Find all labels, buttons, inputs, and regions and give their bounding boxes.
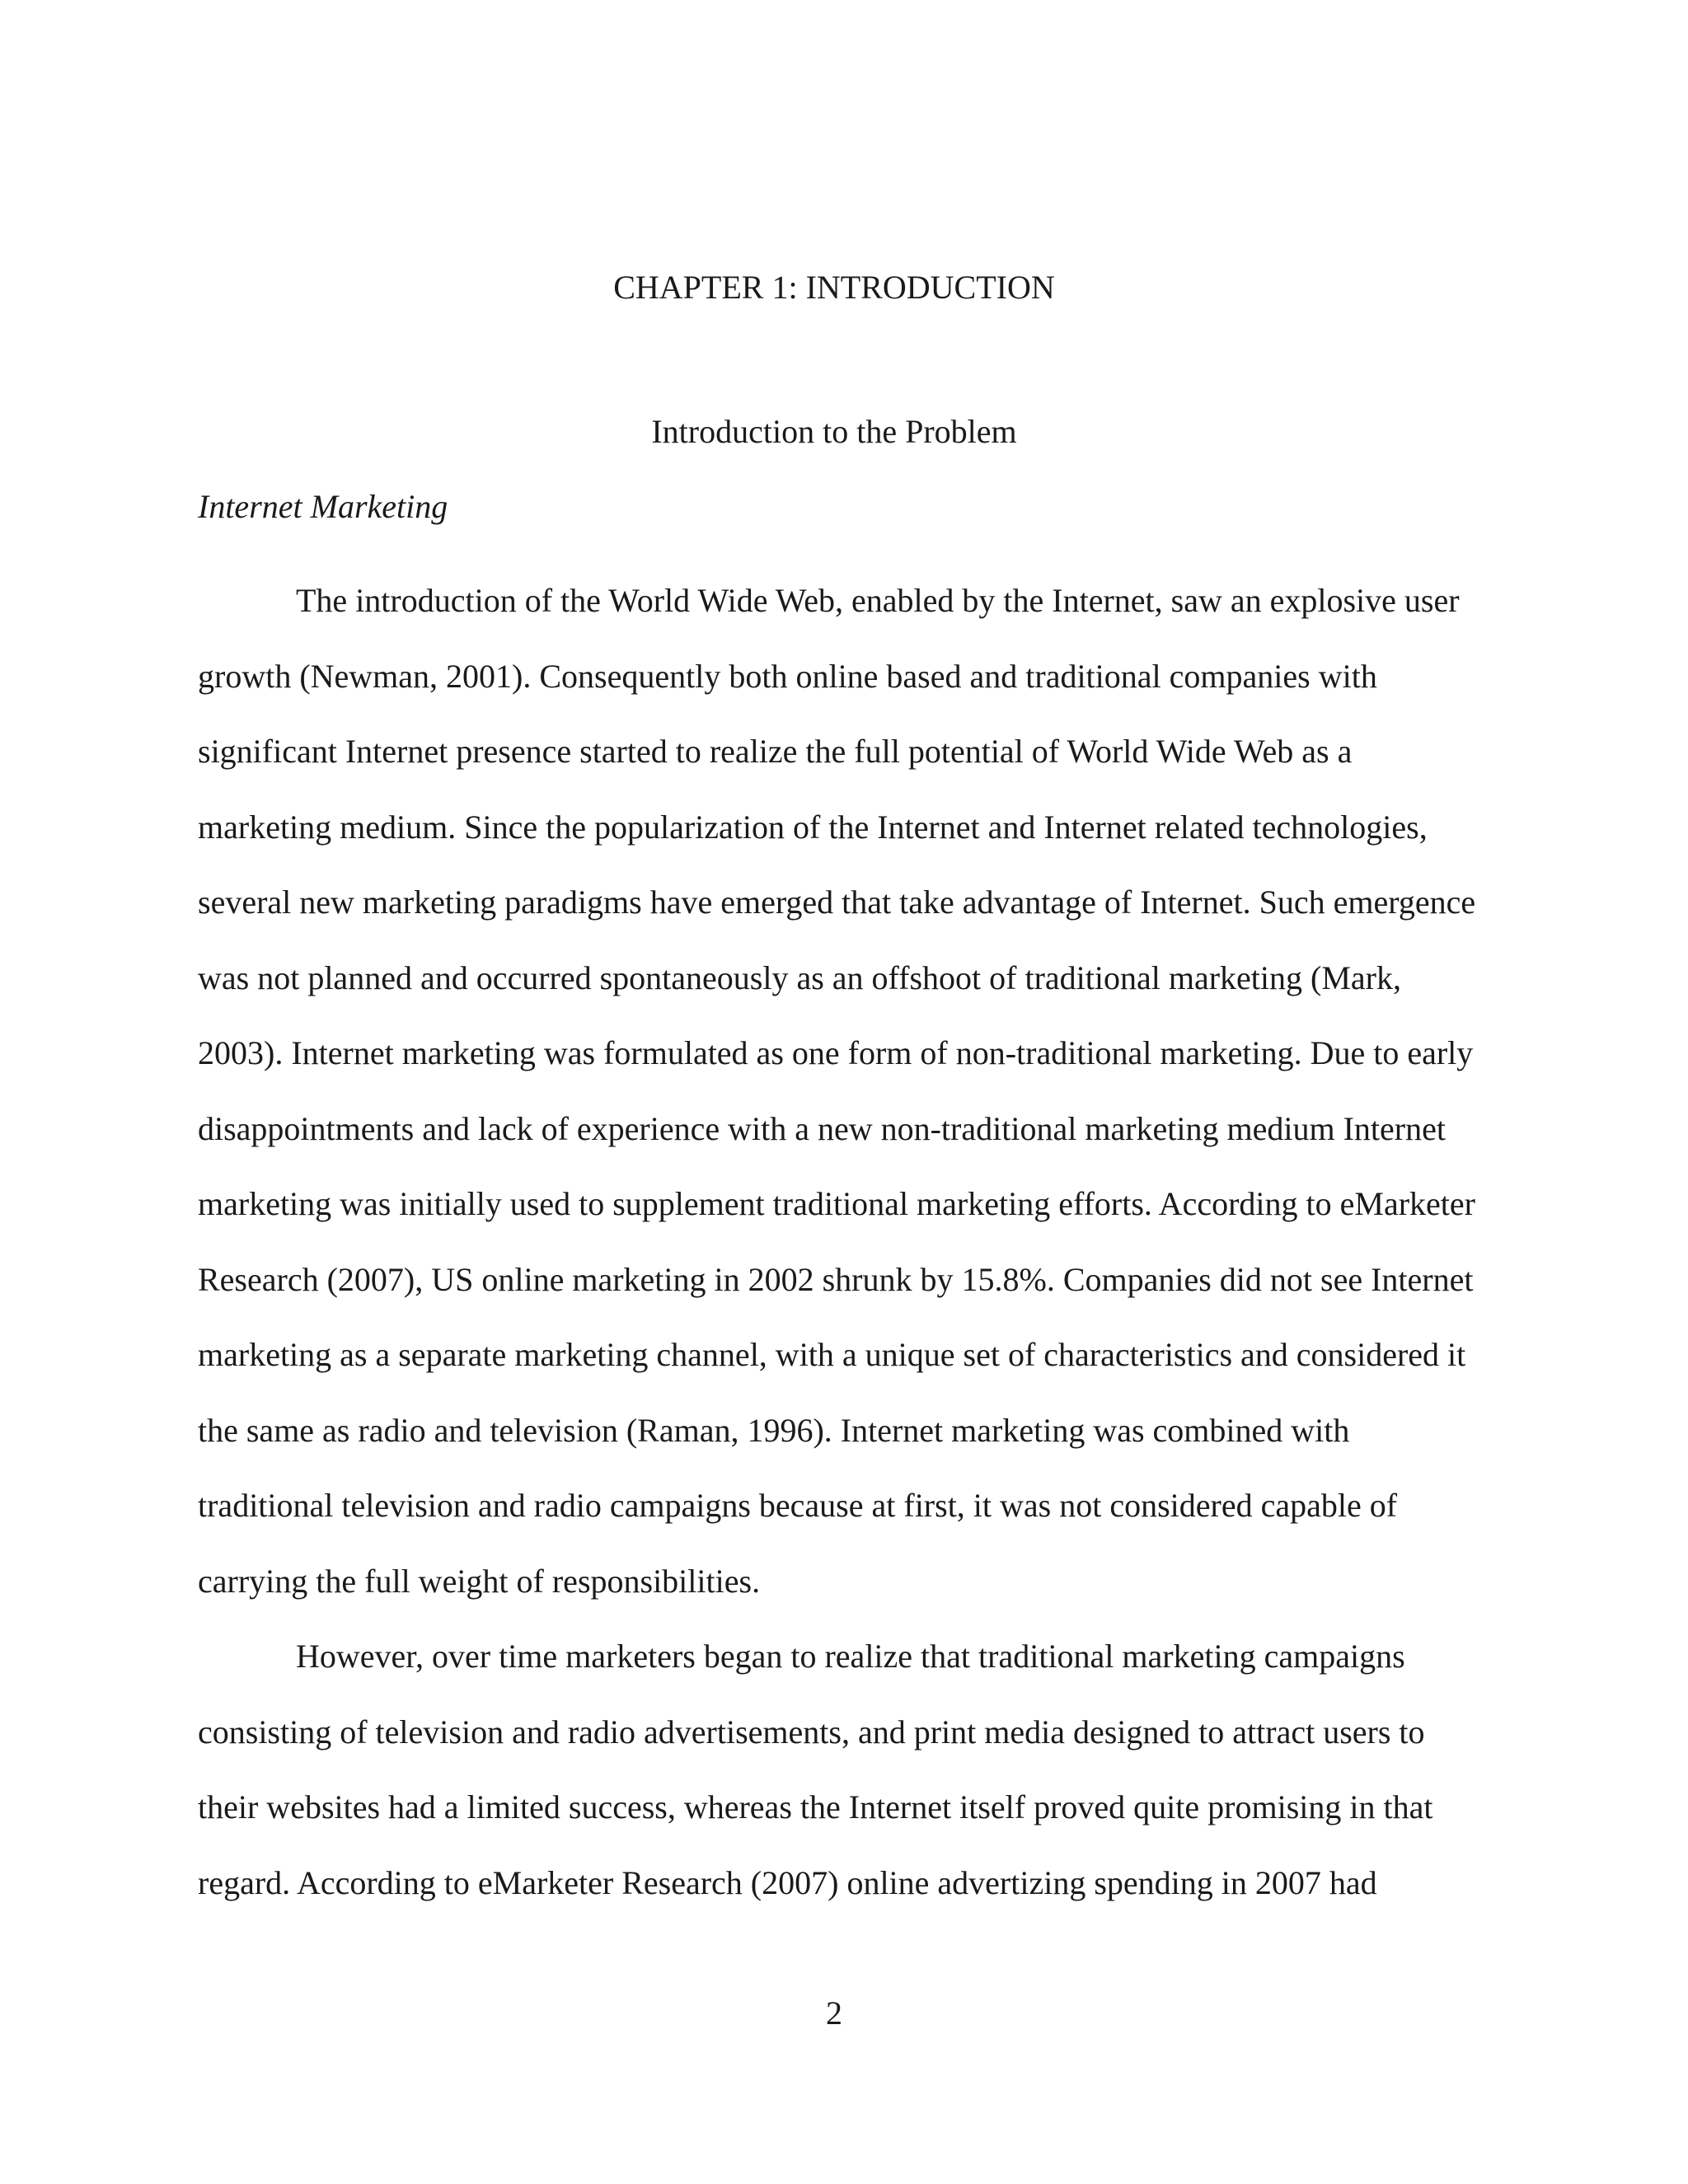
paragraph-line: traditional television and radio campaigns because at first, it was not considered capable of bbox=[198, 1487, 1398, 1524]
paragraph-line: marketing was initially used to supplement traditional marketing efforts. According to eMarketer bbox=[198, 1185, 1475, 1222]
paragraph-line: marketing medium. Since the popularization of the Internet and Internet related technologies, bbox=[198, 808, 1428, 846]
paragraph-line: the same as radio and television (Raman, 1996). Internet marketing was combined with bbox=[198, 1411, 1350, 1449]
paragraph-line: their websites had a limited success, whereas the Internet itself proved quite promising in that bbox=[198, 1788, 1433, 1825]
paragraph-line: was not planned and occurred spontaneously as an offshoot of traditional marketing (Mark, bbox=[198, 958, 1401, 996]
paragraph-line: The introduction of the World Wide Web, enabled by the Internet, saw an explosive user bbox=[296, 582, 1460, 619]
paragraph-line: carrying the full weight of responsibilities. bbox=[198, 1562, 761, 1600]
section-heading: Introduction to the Problem bbox=[651, 413, 1017, 450]
paragraph-line: However, over time marketers began to realize that traditional marketing campaigns bbox=[296, 1638, 1405, 1675]
chapter-title: CHAPTER 1: INTRODUCTION bbox=[613, 269, 1055, 306]
page-number: 2 bbox=[826, 1994, 842, 2032]
subsection-heading: Internet Marketing bbox=[198, 488, 448, 525]
paragraph-line: disappointments and lack of experience with a new non-traditional marketing medium Internet bbox=[198, 1109, 1446, 1147]
paragraph-line: several new marketing paradigms have emerged that take advantage of Internet. Such emergence bbox=[198, 883, 1476, 921]
paragraph-line: growth (Newman, 2001). Consequently both online based and traditional companies with bbox=[198, 657, 1377, 695]
paragraph-line: Research (2007), US online marketing in 2002 shrunk by 15.8%. Companies did not see Internet bbox=[198, 1260, 1474, 1298]
paragraph-line: marketing as a separate marketing channel, with a unique set of characteristics and considered it bbox=[198, 1336, 1466, 1373]
paragraph-line: 2003). Internet marketing was formulated as one form of non-traditional marketing. Due to early bbox=[198, 1034, 1474, 1071]
paragraph-line: significant Internet presence started to realize the full potential of World Wide Web as a bbox=[198, 733, 1353, 770]
paragraph-line: regard. According to eMarketer Research (2007) online advertizing spending in 2007 had bbox=[198, 1863, 1377, 1901]
body-text bbox=[198, 563, 1484, 1920]
paragraph-line: consisting of television and radio advertisements, and print media designed to attract users to bbox=[198, 1713, 1425, 1750]
